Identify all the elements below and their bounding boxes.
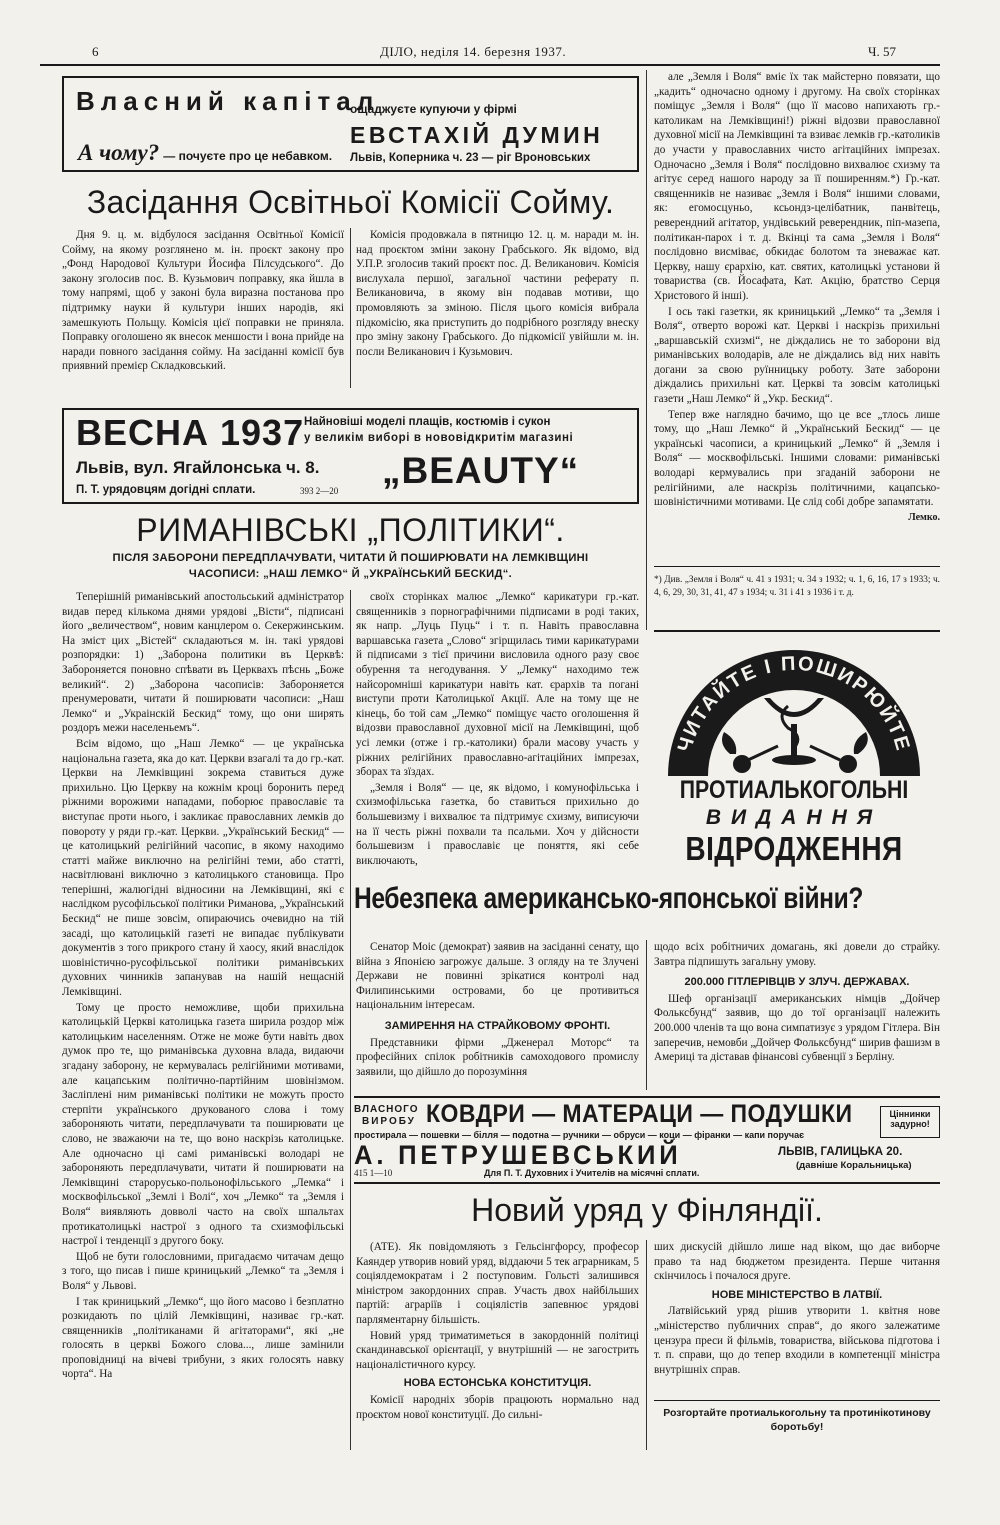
commission-title: Засідання Освітньої Комісії Сойму. [86, 184, 615, 220]
right-column-p1: але „Земля і Воля“ вміє їх так майстерно повязати, що „кадить“ одночасно одному і другому. На своїх сторінках поміщує „Земля і Воля“ (що її масово напихають гр.-католикам на Лемківщині!) ріжні відозви православної духовної місії на Лемківщині та взиває лемків гр.-католиків до участи у православних чисто агітаційних імпрезах. Одночасно „Земля і Воля“ послідовно вихвалює схизму та агітує серед нашого народу за її поширенням.*) Гр.-кат. священників не називає „Земля і Воля“ іншими словами, як: егомосцуньо, ксьондз-целібатник, панвітець, реверендний агітатор, ундівський реверендник, піп-мазепа, політикан-парох і т. д. Вкінці та сама „Земля і Воля“ послідовно висміває, обкидає болотом та зневажає кат. Церкву, нашу єрархію, кат. святих, католицькі установи й товариства (св. Йосафата, Кат. Акцію, братство Серця Христового й інші). [654, 71, 940, 302]
rymaniv-col1-p5: І так криницький „Лемко“, що його масово і безплатно розкидають по цілій Лемківщині, називає гр.-кат. священників „політиканами й агітаторами“, які „не голосять в церкві Божого слова..., лише замінили проповідниці на вічеві трибуни, з яких голосять навку чорта“. На [62, 1295, 344, 1381]
footnote-text: *) Див. „Земля і Воля“ ч. 41 з 1931; ч. 34 з 1932; ч. 1, 6, 16, 17 з 1933; ч. 4, 6, 29, 30, 31, 41, 47 з 1934; ч. 31 і 41 з 1936 і т. д. [654, 575, 940, 598]
ad-capital [62, 76, 639, 172]
right-bottom-rule [654, 630, 940, 632]
rymaniv-divider [350, 590, 351, 1450]
right-column-p3: Тепер вже наглядно бачимо, що це все „тлось лише тому, що „Наш Лемко“ й „Український Бескид“ — це українські часописи, а криницький „Лемко“ й „Земля і Воля“ — москвофільські. Іншими словами: риманівські володарі кермувались при згаданій заборони не релігійними, але наскрізь політичними, кацапсько-шовіністичними мотивами. Це слід собі добре запамятати. [654, 408, 940, 509]
ad-blankets-top-rule [354, 1096, 940, 1098]
masthead: ДІЛО, неділя 14. березня 1937. [380, 44, 567, 59]
commission-col1-p: Дня 9. ц. м. відбулося засідання Освітньої Комісії Сойму, на якому розглянено м. ін. проєкт закону про „Фонд Народової Культури Йосифа Пілсудського“. До закону зголосив пос. В. Кузьмович поправку, яка йшла в тому напрямі, щоб у законі була виразна постанова про підтримку науки й культури інших народів, які замешкують Польщу. Комісія цієї поправки не приняла. Поправку оголошено як внесок меншости і вона прийде на наради повного засідання сойму. На засіданні комісії був приявний премієр Складковський. [62, 229, 344, 373]
war-col2-p2: Шеф організації американських німців „Дойчер Фольксбунд“ заявив, що до тої організації належить 200.000 членів та що вона симпатизує з урядом Гітлера. Він заперечив, немовби „Дойчер Фольксбунд“ ширив фашизм в Америці та діставав фінансові субвенції з Берліну. [654, 992, 940, 1064]
page-header [40, 44, 940, 64]
ad-blankets-prices2: задурно! [890, 1119, 930, 1129]
finland-col1-p3: Комісії народніх зборів працюють нормально над проєктом нової конституції. До сильні- [356, 1393, 639, 1421]
ad-blankets [354, 1100, 940, 1180]
ad-blankets-own2: ВИРОБУ [362, 1116, 416, 1127]
ad-spring-code: 393 2—20 [300, 486, 339, 496]
rymaniv-col1 [62, 590, 344, 1462]
ad-spring [62, 408, 639, 504]
finland-col1-p1: (АТЕ). Як повідомляють з Гельсінгфорсу, професор Каяндер утворив новий уряд, віддаючи 5 тек аграрникам, 5 соціялдемократам і 2 поступовим. Гольсті залишився міністром закордонних справ. Участь двох найбільших партій: аграріїв і соціялістів запевнює урядові парляментарну більшість. [356, 1241, 639, 1326]
antialcohol-ad [648, 636, 940, 876]
finland-col1 [356, 1240, 639, 1423]
war-heading-strike: ЗАМИРЕННЯ НА СТРАЙКОВОМУ ФРОНТІ. [384, 1019, 611, 1032]
antialcohol-line1: ПРОТИАЛЬКОГОЛЬНІ [679, 776, 909, 804]
grapes-left-icon [722, 732, 778, 773]
rymaniv-col1-p3: Тому це просто неможливе, щоби прихильна католицькій Церкві католицька газета ширила роздор між католицьким населенням. Отже не може бути навіть двох думок про те, що риманівська духовна влада, видаючи згадану заборону, не кермувалась релігійними мотивами, але кацапським політично-партійним шовінізмом. Засліплені ним риманівські політики не можуть просто стерпіти українського друкованого слова і тому забороняють читати, передплачувати та поширювати це слово, не зважаючи на те, що воно наскрізь католицьке. Але одночасно ці самі риманівські володарі не забороняють передплачувати, читати й поширювати на Лемківщині старорусько-польонофільського „Лемка“ і москвофільської „Землі і Волі“, хоч „Лемко“ та „Земля і Воля“ виявляють довволі часто на своїх шпальтах протикатолицькі настрої з одного та схизмофільські настрої і тенденції з другого боку. [62, 1001, 344, 1248]
rymaniv-subtitle2: ЧАСОПИСИ: „НАШ ЛЕМКО“ Й „УКРАЇНСЬКИЙ БЕСКИД“. [188, 568, 513, 580]
right-column-p2: І ось такі газетки, як криницький „Лемко“ та „Земля і Воля“, отверто ворожі кат. Церкві і наскрізь прихильні „варшавській схизмі“, не діждались не то заборони від риманівських володарів, але не діждались від них навіть догани за свою руїнницьку роботу. Зате заборони діждались прихильні кат. Церкві та зовсім католицькі газети „Наш Лемко“ й „Укр. Бескид“. [654, 305, 940, 406]
war-col1 [356, 940, 639, 1080]
slogan: Розгортайте протиалькогольну та протинікотинову боротьбу! [663, 1407, 931, 1433]
war-col1-p2: Представники фірми „Дженерал Моторс“ та професійних спілок робітників самоходового промислу заявили, що дійшло до порозуміння [356, 1036, 639, 1078]
ad-blankets-code: 415 1—10 [354, 1168, 393, 1178]
ad-capital-address: Львів, Коперника ч. 23 — ріг Вроновських [350, 152, 591, 164]
ad-capital-title: Власний капітал [76, 86, 380, 116]
emblem-arc-text: ЧИТАЙТЕ І ПОШИРЮЙТЕ [673, 652, 915, 755]
finland-divider [646, 1240, 647, 1450]
footnote [654, 574, 940, 600]
rymaniv-col1-p1: Теперішній риманівський апостольський адміністратор видав перед кількома днями урядові „Вісти“, підписані його „величеством“, новим канцлером о. Секержинським. На зміст цих „Вістей“ складаються м. ін. такі урядові розпорядки: 1) „Заборона политики въ Церквѣ: Забороняется поновно спѣвати въ Церквахъ пѣснь „Боже великий“. 2) „Заборона часописів: Забороняется пренумеровати, читати й поширювати часописи: „Наш Лемко“ и „Украінскій Бескид“ тому, що они ширять роздоръ межи населеньемъ“. [62, 591, 344, 735]
antialcohol-line3: ВІДРОДЖЕННЯ [685, 830, 903, 867]
ad-blankets-terms: Для П. Т. Духовних і Учителів на місячні сплати. [484, 1168, 700, 1178]
rymaniv-col1-p4: Щоб не бути голословними, пригадаємо читачам дещо з того, що писав і пише криницький „Лемко“ та „Земля і Воля“ у Львові. [62, 1250, 344, 1292]
war-title: Небезпека американсько-японської війни? [354, 882, 863, 915]
antialcohol-line2: ВИДАННЯ [705, 806, 883, 829]
rymaniv-col1-p2: Всім відомо, що „Наш Лемко“ — це українська національна газета, яка до кат. Церкви взагалі та до гр.-кат. Церкви на Лемківщині зокрема ставиться дуже прихильно. Цю Церкву на кожнім кроці боронить перед ріжними ворожими нападами, поборює православіє та виступає проти нього, і закликає православних лемків до повороту у ряди гр.-кат. Церкви. „Український Бескид“ — це католицький релігійний часопис, в якому находимо статті майже виключно на релігійні теми, або статті, насвітлювані виключно з католицького становища. Про теперішні, жалюгідні відносини на Лемківщині, які є наслідком русофільської політики Риманова, „Український Бескид“ не пише зовсім, опираючись очевидно на тій засаді, що католицькій газеті не випадає публікувати документів з того прикрого стану й хаосу, який внаслідок шовіністично-русофільської політики риманівських духовних чинників запанував на нашій нещасній Лемківщині. [62, 737, 344, 999]
ad-spring-line1: Найновіші моделі плащів, костюмів і сукон [304, 416, 551, 428]
ad-spring-address: Львів, вул. Ягайлонська ч. 8. [76, 458, 320, 477]
ad-capital-line1: ощаджуєте купуючи у фірмі [350, 102, 517, 116]
issue-number: Ч. 57 [868, 44, 896, 59]
ad-spring-title: ВЕСНА 1937 [76, 412, 305, 453]
finland-title: Новий уряд у Фінляндії. [471, 1192, 823, 1228]
rymaniv-col2-p2: „Земля і Воля“ — це, як відомо, і комунофільська і схизмофільська газетка, бо ставиться прихильно до большевизму і вихвалює та підтримує схизму, виписуючи на її честь ріжні похвали та псальми. Хоч у дійсности большевизм і православіє це поняття, які себе виключають, [356, 781, 639, 867]
ad-blankets-firm: А. ПЕТРУШЕВСЬКИЙ [354, 1140, 682, 1170]
finland-col2 [654, 1240, 940, 1378]
finland-col1-p2: Новий уряд триматиметься в закордонній політиці скандинавської орієнтації, у внутрішній — не загострить націоналістичного курсу. [356, 1329, 639, 1371]
finland-heading-latvia: НОВЕ МІНІСТЕРСТВО В ЛАТВІЇ. [711, 1288, 883, 1301]
finland-col2-p1: ших дискусій дійшло лише над віком, що дає виборче право та над бюджетом президента. Перше читання скінчилось і почалося друге. [654, 1241, 940, 1283]
ad-capital-question-tail: — почуєте про це небавком. [163, 149, 333, 163]
war-divider [646, 940, 647, 1090]
page-number: 6 [92, 44, 99, 59]
ad-blankets-address2: (давніше Коральницька) [796, 1160, 912, 1171]
rymaniv-col2 [356, 590, 639, 869]
ad-capital-question [78, 140, 332, 166]
finland-col2-p2: Латвійський уряд рішив утворити 1. квітня нове „міністерство публичних справ“, до якого залежатиме цензура преси й фільмів, товариства, військова підготова і т. п. справи, що до тепер входили в компетенції міністра внутрішніх справ. [654, 1305, 940, 1376]
war-col1-p1: Сенатор Моіс (демократ) заявив на засіданні сенату, що війна з Японією загрожує дальше. З огляду на те Злучені Держави не повинні зрікатися контролі над Филипинськими островами, бо це противиться національним інтересам. [356, 941, 639, 1012]
right-column-text [654, 70, 940, 526]
rymaniv-subtitle1: ПІСЛЯ ЗАБОРОНИ ПЕРЕДПЛАЧУВАТИ, ЧИТАТИ Й ПОШИРЮВАТИ НА ЛЕМКІВЩИНІ [112, 552, 589, 564]
war-col2 [654, 940, 940, 1066]
finland-heading-estonia: НОВА ЕСТОНСЬКА КОНСТИТУЦІЯ. [403, 1377, 592, 1390]
ad-blankets-own1: ВЛАСНОГО [354, 1104, 419, 1115]
signature: Лемко. [908, 511, 940, 523]
war-heading-hitler: 200.000 ГІТЛЕРІВЦІВ У ЗЛУЧ. ДЕРЖАВАХ. [684, 976, 910, 989]
slogan-rule [654, 1400, 940, 1401]
ad-blankets-price-box [880, 1106, 940, 1138]
right-column-divider [646, 70, 647, 630]
header-rule [40, 64, 940, 66]
ad-spring-line2: у великім виборі в нововідкритім магазині [304, 432, 574, 444]
commission-col1 [62, 228, 344, 375]
ad-blankets-bottom-rule [354, 1182, 940, 1184]
ad-spring-brand: „BEAUTY“ [382, 450, 580, 491]
commission-col2-p: Комісія продовжала в пятницю 12. ц. м. наради м. ін. над проєктом зміни закону Грабського. Як відомо, від У.П.Р. зголосив такий проєкт пос. Д. Великанович. Комісія вислухала першої, загальної частини реферату п. Великановича, в якому він подавав мотиви, що промовляють за зміною. Після цього комісія вибрала підкомісію, яка приступить до подрібного розгляду внеску про зміну закону Грабського. До підкомісії увійшли м. ін. посли Великанович і Кузьмович. [356, 229, 639, 358]
commission-divider [350, 228, 351, 388]
ad-blankets-title: КОВДРИ — МАТЕРАЦИ — ПОДУШКИ [426, 1100, 853, 1128]
footnote-rule [654, 566, 940, 567]
rymaniv-title: РИМАНІВСЬКІ „ПОЛІТИКИ“. [136, 512, 565, 548]
ad-blankets-address: ЛЬВІВ, ГАЛИЦЬКА 20. [778, 1146, 903, 1158]
ad-blankets-items: простирала — пошевки — білля — подотна — ручники — обруси — коци — фіранки — капи поручає [354, 1130, 805, 1140]
cup-icon [764, 698, 824, 765]
grapes-right-icon [810, 732, 868, 773]
ad-capital-question-main: А чому? [78, 140, 160, 165]
war-col2-p1: щодо всіх робітничих домагань, які довели до страйку. Завтра підпишуть загальну умову. [654, 941, 940, 968]
commission-col2 [356, 228, 639, 360]
ad-blankets-prices1: Ціннинки [889, 1109, 931, 1119]
ad-capital-firm: ЕВСТАХІЙ ДУМИН [350, 122, 604, 148]
rymaniv-col2-p1: своїх сторінках малює „Лемко“ карикатури гр.-кат. священників з порнографічними підписами в роді таких, як напр. „Луць Пуць“ і т. п. Навіть православна варшавська газета „Слово“ згірщилась тими карикатурами й підписами з тієї причини висловила одного разу своє обурення та негодування. У „Лемку“ находимо теж найсоромніші карикатури навіть кат. єрархів та погані виступи проти Католицької Акції. Але на тому ще не кінець, бо той сам „Лемко“ поміщує часто оголошення й відозви православної духовної місії на Лемківщині, щоб усі лемки (отже і гр.-католики) брали масову участь у ріжних релігійних православно-агітаційних імпрезах, зборах та зїздах. [356, 591, 639, 779]
ad-spring-terms: П. Т. урядовцям догідні сплати. [76, 484, 256, 496]
